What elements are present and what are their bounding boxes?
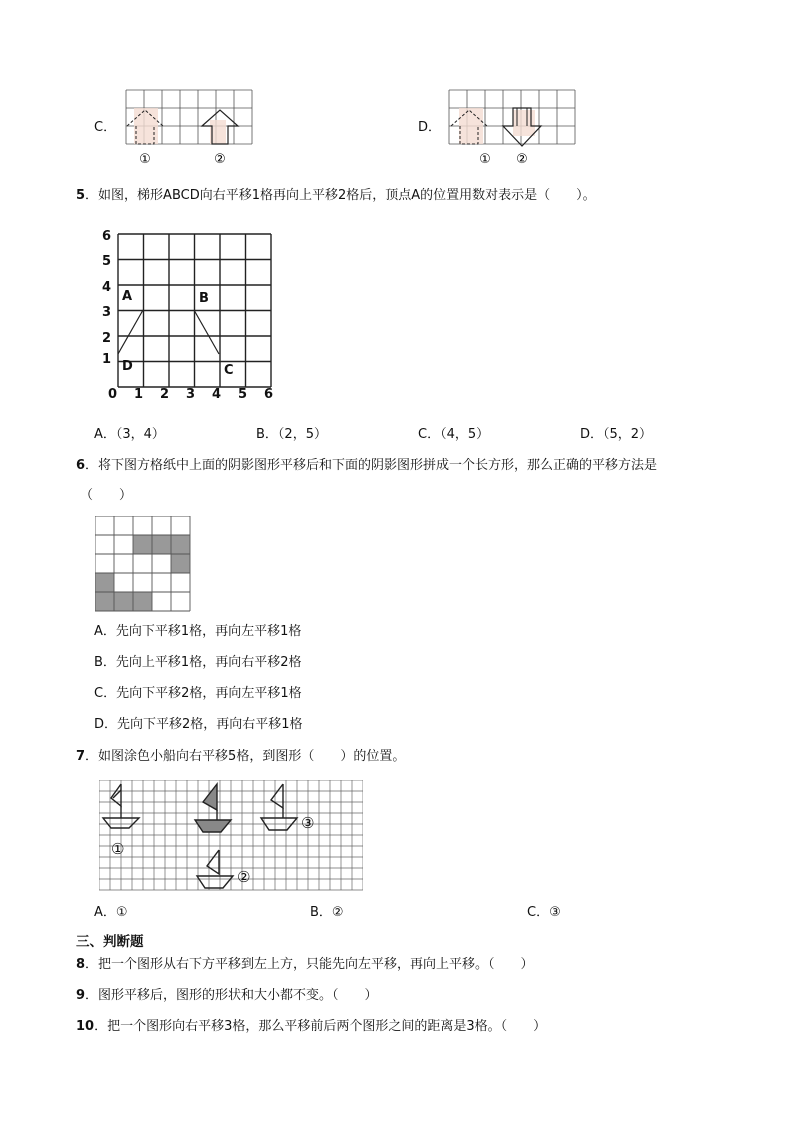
q5-xlabel-4: 4: [212, 387, 222, 402]
q5-ylabel-2: 2: [102, 331, 112, 346]
q5-ylabel-4: 4: [102, 280, 112, 295]
q7-option-a[interactable]: A．①: [94, 905, 128, 920]
q5-coordinate-grid: [98, 224, 288, 406]
q5-stem: [76, 187, 596, 205]
q5-number: 5: [76, 188, 86, 203]
q10-stem: [76, 1018, 546, 1036]
q5-ylabel-5: 5: [102, 254, 112, 269]
q10-text: ．把一个图形向右平移3格，那么平移前后两个图形之间的距离是3格。（ ）: [94, 1019, 547, 1034]
q5-xlabel-0: 0: [108, 387, 118, 402]
q8-text: ．把一个图形从右下方平移到左上方，只能先向左平移，再向上平移。（ ）: [85, 957, 534, 972]
q4-option-c-figure: [124, 88, 254, 168]
q4-option-d-figure: [447, 88, 577, 168]
q4-option-c-label[interactable]: C．: [94, 120, 117, 135]
q6-option-d[interactable]: D．先向下平移2格，再向右平移1格: [94, 717, 303, 732]
q6-grid: [95, 516, 193, 614]
q6-option-b[interactable]: B．先向上平移1格，再向右平移2格: [94, 655, 302, 670]
q6-number: 6: [76, 458, 86, 473]
q5-option-a[interactable]: A．（3，4）: [94, 427, 165, 442]
q5-ylabel-6: 6: [102, 229, 112, 244]
q8-stem: [76, 956, 534, 974]
q4c-label-2: ②: [214, 152, 226, 167]
q10-number: 10: [76, 1019, 95, 1034]
q4-option-d-label[interactable]: D．: [418, 120, 442, 135]
q7-label-3: ③: [301, 814, 315, 832]
q9-text: ．图形平移后，图形的形状和大小都不变。（ ）: [85, 988, 378, 1003]
q7-text: ．如图涂色小船向右平移5格，到图形（ ）的位置。: [85, 749, 406, 764]
q4d-label-2: ②: [516, 152, 528, 167]
q6-stem-paren: （ ）: [80, 488, 133, 503]
q6-text: ．将下图方格纸中上面的阴影图形平移后和下面的阴影图形拼成一个长方形，那么正确的平移方法是: [85, 458, 658, 473]
q5-ylabel-1: 1: [102, 352, 112, 367]
q7-number: 7: [76, 749, 86, 764]
q5-xlabel-2: 2: [160, 387, 170, 402]
q5-option-d[interactable]: D．（5，2）: [580, 427, 653, 442]
q4d-label-1: ①: [479, 152, 491, 167]
q7-label-1: ①: [111, 840, 125, 858]
q5-ylabel-3: 3: [102, 305, 112, 320]
section-3-title: 三、判断题: [76, 934, 144, 950]
q8-number: 8: [76, 957, 86, 972]
q5-xlabel-5: 5: [238, 387, 248, 402]
q7-stem: [76, 748, 405, 766]
q5-option-c[interactable]: C．（4，5）: [418, 427, 490, 442]
q5-vertex-a: A: [122, 289, 133, 304]
q9-number: 9: [76, 988, 86, 1003]
q5-text: ．如图，梯形ABCD向右平移1格再向上平移2格后，顶点A的位置用数对表示是（ ）。: [85, 188, 596, 203]
q6-stem: [76, 457, 657, 475]
q6-option-a[interactable]: A．先向下平移1格，再向左平移1格: [94, 624, 302, 639]
q5-xlabel-6: 6: [264, 387, 274, 402]
q5-vertex-b: B: [199, 291, 209, 306]
q5-vertex-c: C: [224, 363, 234, 378]
q4c-label-1: ①: [139, 152, 151, 167]
q7-option-b[interactable]: B．②: [310, 905, 344, 920]
q5-xlabel-3: 3: [186, 387, 196, 402]
q6-option-c[interactable]: C．先向下平移2格，再向左平移1格: [94, 686, 302, 701]
q5-vertex-d: D: [122, 359, 133, 374]
q5-option-b[interactable]: B．（2，5）: [256, 427, 327, 442]
q7-label-2: ②: [237, 868, 251, 886]
q7-grid: [99, 780, 363, 892]
q5-xlabel-1: 1: [134, 387, 144, 402]
q9-stem: [76, 987, 378, 1005]
q7-option-c[interactable]: C．③: [527, 905, 561, 920]
